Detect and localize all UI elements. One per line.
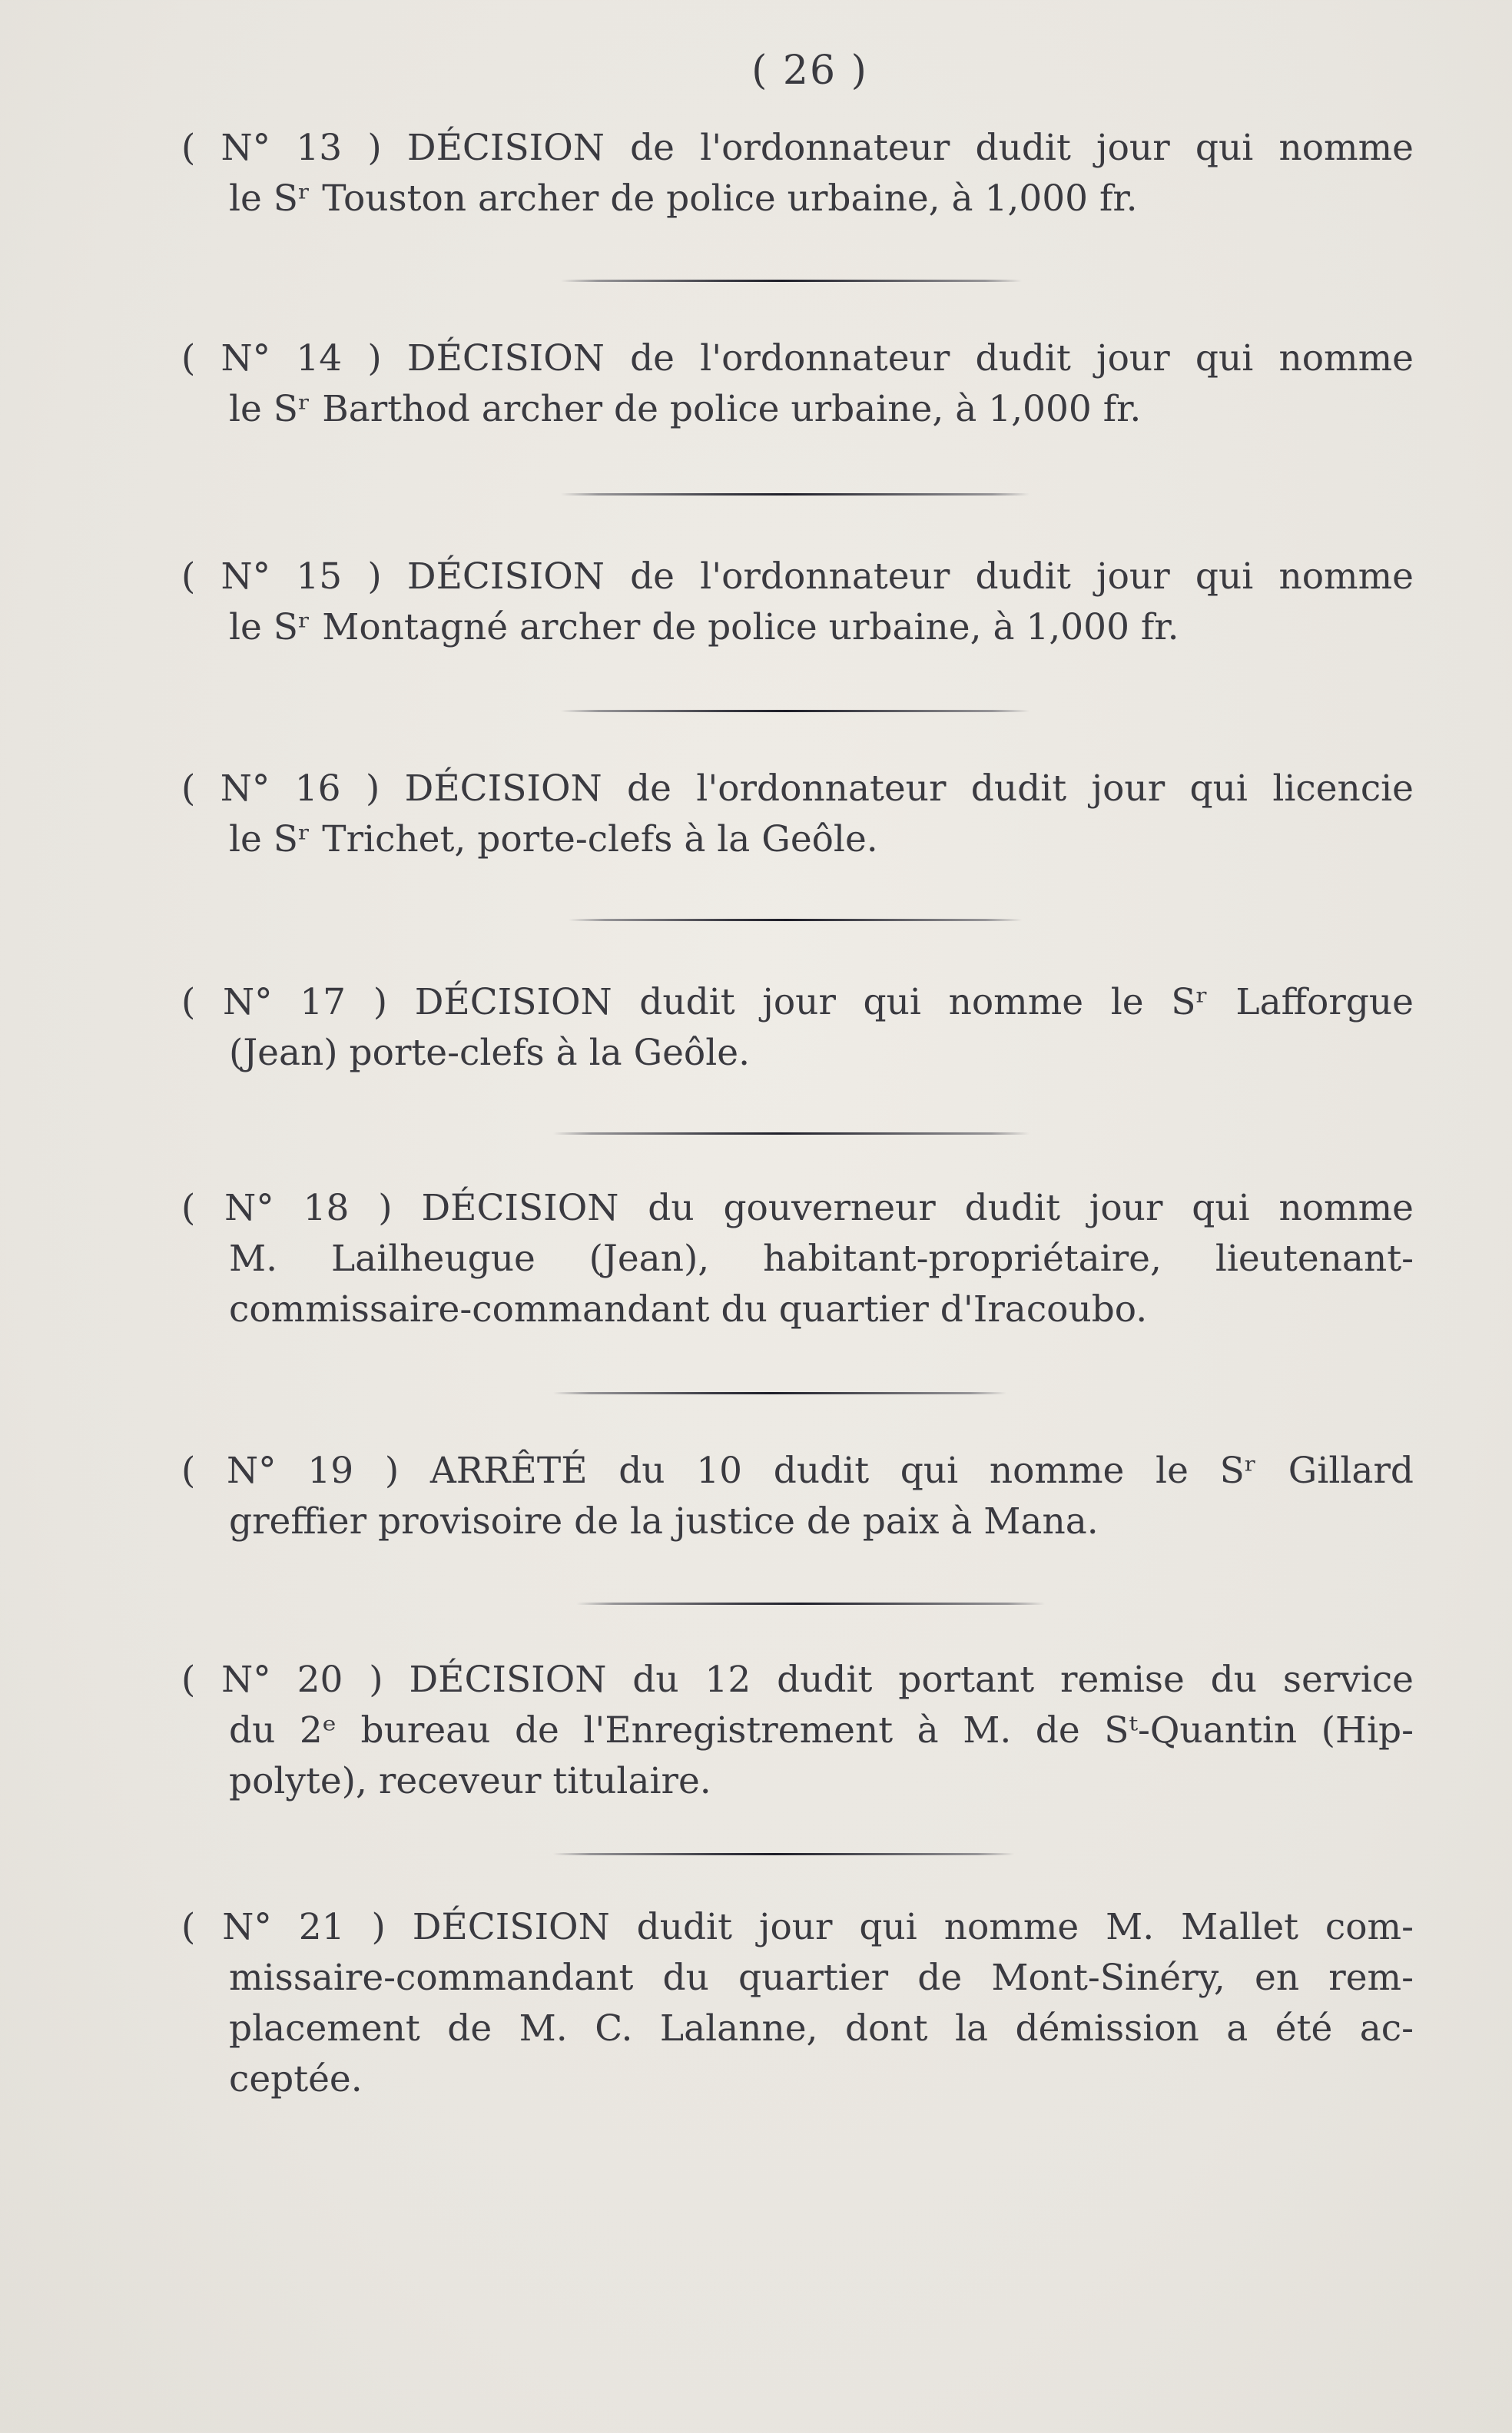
decision-entry-13 [181,123,1414,224]
decision-entry-15 [181,552,1414,653]
decision-entry-17 [181,977,1414,1079]
entry-14-line-2: le Sʳ Barthod archer de police urbaine, à 1,000 fr. [229,388,1142,430]
entry-15-line-2: le Sʳ Montagné archer de police urbaine, à 1,000 fr. [229,606,1179,648]
entry-21-line-2: missaire-commandant du quartier de Mont-Sinéry, en rem- [229,1957,1414,1999]
entry-13-line-1: ( N° 13 ) DÉCISION de l'ordonnateur dudit jour qui nomme [181,127,1414,169]
separator-rule [569,919,1022,921]
entry-17-line-1: ( N° 17 ) DÉCISION dudit jour qui nomme le Sʳ Lafforgue [181,981,1414,1023]
entry-21-line-1: ( N° 21 ) DÉCISION dudit jour qui nomme M. Mallet com- [181,1906,1414,1948]
decision-entry-21 [181,1902,1414,2105]
entry-19-line-2: greffier provisoire de la justice de paix à Mana. [229,1500,1099,1543]
entry-13-line-2: le Sʳ Touston archer de police urbaine, à 1,000 fr. [229,177,1138,220]
page-number: ( 26 ) [751,48,868,94]
entry-16-line-2: le Sʳ Trichet, porte-clefs à la Geôle. [229,818,878,860]
decision-entry-16 [181,764,1414,865]
entry-21-line-4: ceptée. [229,2058,363,2100]
entry-16-line-1: ( N° 16 ) DÉCISION de l'ordonnateur dudit jour qui licencie [181,767,1414,810]
entry-17-line-2: (Jean) porte-clefs à la Geôle. [229,1032,751,1074]
separator-rule [553,1132,1030,1135]
separator-rule [553,1853,1014,1855]
separator-rule [561,710,1030,712]
entry-18-line-3: commissaire-commandant du quartier d'Iracoubo. [229,1288,1148,1331]
entry-15-line-1: ( N° 15 ) DÉCISION de l'ordonnateur dudit jour qui nomme [181,555,1414,598]
decision-entry-18 [181,1183,1414,1335]
entry-21-line-3: placement de M. C. Lalanne, dont la démission a été ac- [229,2007,1414,2050]
separator-rule [553,1392,1006,1394]
entry-19-line-1: ( N° 19 ) ARRÊTÉ du 10 dudit qui nomme le Sʳ Gillard [181,1450,1414,1492]
separator-rule [576,1603,1045,1605]
separator-rule [561,493,1030,496]
entry-20-line-1: ( N° 20 ) DÉCISION du 12 dudit portant remise du service [181,1659,1414,1701]
entry-14-line-1: ( N° 14 ) DÉCISION de l'ordonnateur dudit jour qui nomme [181,337,1414,380]
entry-18-line-1: ( N° 18 ) DÉCISION du gouverneur dudit jour qui nomme [181,1187,1414,1229]
decision-entry-20 [181,1655,1414,1807]
decision-entry-14 [181,333,1414,435]
entry-20-line-2: du 2ᵉ bureau de l'Enregistrement à M. de Sᵗ-Quantin (Hip- [229,1709,1414,1752]
entry-20-line-3: polyte), receveur titulaire. [229,1760,711,1802]
entry-18-line-2: M. Lailheugue (Jean), habitant-propriétaire, lieutenant- [229,1238,1414,1280]
separator-rule [561,280,1022,282]
decision-entry-19 [181,1446,1414,1547]
